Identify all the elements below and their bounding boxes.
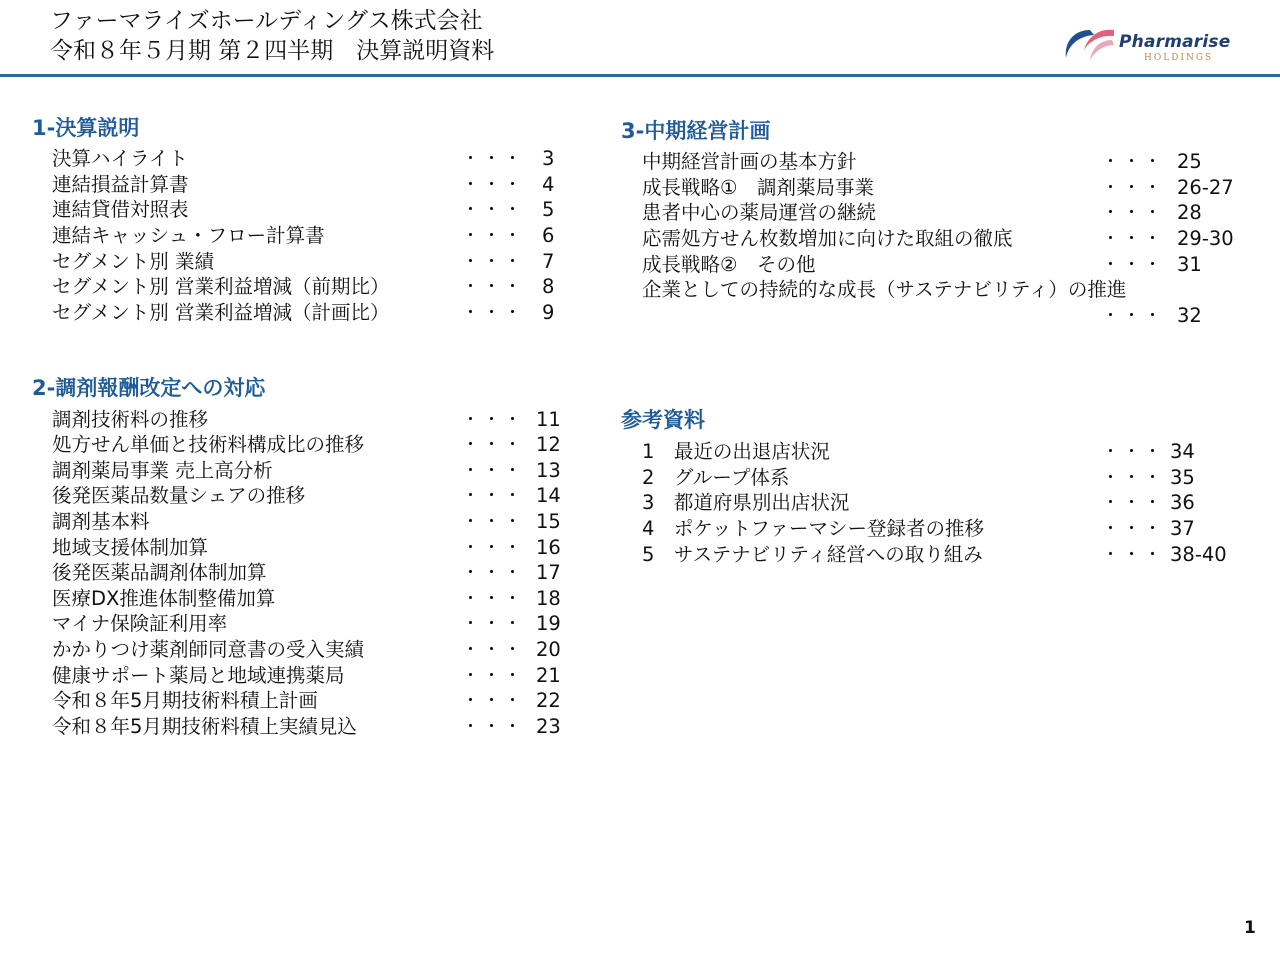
- toc-leader-dots: ・・・: [462, 252, 525, 272]
- toc-item-label[interactable]: 企業としての持続的な成長（サステナビリティ）の推進: [642, 278, 1127, 301]
- toc-leader-dots: ・・・: [1102, 545, 1165, 565]
- toc-leader-dots: ・・・: [462, 538, 525, 558]
- toc-leader-dots: ・・・: [1102, 519, 1165, 539]
- toc-leader-dots: ・・・: [462, 277, 525, 297]
- company-name: ファーマライズホールディングス株式会社: [50, 8, 483, 34]
- toc-item-page: 11: [536, 408, 561, 431]
- toc-item-label[interactable]: 成長戦略① 調剤薬局事業: [642, 176, 874, 199]
- toc-item-label[interactable]: 後発医薬品調剤体制加算: [52, 561, 267, 584]
- toc-leader-dots: ・・・: [1102, 468, 1165, 488]
- toc-leader-dots: ・・・: [462, 435, 525, 455]
- toc-item-label[interactable]: 5 サステナビリティ経営への取り組み: [642, 543, 983, 566]
- toc-item-page: 12: [536, 433, 561, 456]
- toc-leader-dots: ・・・: [1102, 152, 1165, 172]
- section-title-settlement: 1-決算説明: [32, 116, 140, 140]
- logo-subtext: HOLDINGS: [1144, 53, 1214, 63]
- toc-item-label[interactable]: 4 ポケットファーマシー登録者の推移: [642, 517, 984, 540]
- toc-item-label[interactable]: 決算ハイライト: [52, 147, 188, 170]
- toc-item-page: 15: [536, 510, 561, 533]
- toc-item-page: 31: [1177, 253, 1202, 276]
- toc-leader-dots: ・・・: [462, 303, 525, 323]
- toc-leader-dots: ・・・: [1102, 229, 1165, 249]
- toc-item-label[interactable]: 連結貸借対照表: [52, 198, 189, 221]
- toc-item-page: 19: [536, 612, 561, 635]
- toc-item-page: 6: [542, 224, 555, 247]
- section-title-reference: 参考資料: [621, 408, 705, 432]
- toc-item-label[interactable]: 調剤基本料: [52, 510, 150, 533]
- toc-item-label[interactable]: 1 最近の出退店状況: [642, 440, 830, 463]
- logo-wordmark: Pharmarise: [1119, 32, 1231, 52]
- toc-item-page: 16: [536, 536, 561, 559]
- toc-item-page: 3: [542, 147, 555, 170]
- toc-item-label[interactable]: 地域支援体制加算: [52, 536, 209, 559]
- toc-item-page: 4: [542, 173, 555, 196]
- toc-leader-dots: ・・・: [462, 563, 525, 583]
- toc-item-page: 26-27: [1177, 176, 1234, 199]
- toc-item-page: 35: [1170, 466, 1195, 489]
- toc-item-label[interactable]: セグメント別 業績: [52, 250, 215, 273]
- toc-item-page: 38-40: [1170, 543, 1227, 566]
- toc-leader-dots: ・・・: [462, 410, 525, 430]
- toc-leader-dots: ・・・: [462, 486, 525, 506]
- toc-leader-dots: ・・・: [1102, 306, 1165, 326]
- toc-item-page: 21: [536, 664, 561, 687]
- document-title: 令和８年５月期 第２四半期 決算説明資料: [50, 38, 495, 64]
- toc-item-label[interactable]: セグメント別 営業利益増減（計画比）: [52, 301, 390, 324]
- toc-item-label[interactable]: マイナ保険証利用率: [52, 612, 228, 635]
- toc-item-page: 8: [542, 275, 555, 298]
- toc-item-label[interactable]: 3 都道府県別出店状況: [642, 491, 850, 514]
- toc-item-page: 14: [536, 484, 561, 507]
- toc-item-label[interactable]: 患者中心の薬局運営の継続: [642, 201, 877, 224]
- toc-item-label[interactable]: 後発医薬品数量シェアの推移: [52, 484, 306, 507]
- slide-page-number: 1: [1244, 918, 1256, 938]
- toc-leader-dots: ・・・: [462, 226, 525, 246]
- toc-leader-dots: ・・・: [462, 512, 525, 532]
- toc-item-page: 36: [1170, 491, 1195, 514]
- toc-item-label[interactable]: 医療DX推進体制整備加算: [52, 587, 276, 610]
- toc-item-label[interactable]: 令和８年5月期技術料積上実績見込: [52, 715, 357, 738]
- toc-item-label[interactable]: 連結損益計算書: [52, 173, 189, 196]
- toc-item-page: 28: [1177, 201, 1202, 224]
- logo-swoosh-icon: [1060, 24, 1116, 70]
- toc-item-label[interactable]: 中期経営計画の基本方針: [642, 150, 857, 173]
- toc-item-label[interactable]: 処方せん単価と技術料構成比の推移: [52, 433, 365, 456]
- toc-item-page: 23: [536, 715, 561, 738]
- toc-item-page: 5: [542, 198, 555, 221]
- toc-item-page: 17: [536, 561, 561, 584]
- toc-item-page: 25: [1177, 150, 1202, 173]
- toc-leader-dots: ・・・: [462, 666, 525, 686]
- toc-item-page: 9: [542, 301, 555, 324]
- toc-item-page: 32: [1177, 304, 1202, 327]
- toc-leader-dots: ・・・: [1102, 255, 1165, 275]
- toc-item-label[interactable]: 連結キャッシュ・フロー計算書: [52, 224, 325, 247]
- toc-item-page: 34: [1170, 440, 1195, 463]
- toc-item-page: 22: [536, 689, 561, 712]
- toc-item-label[interactable]: 応需処方せん枚数増加に向けた取組の徹底: [642, 227, 1013, 250]
- toc-item-page: 18: [536, 587, 561, 610]
- section-title-midterm-plan: 3-中期経営計画: [621, 119, 771, 143]
- toc-leader-dots: ・・・: [462, 149, 525, 169]
- header-divider: [0, 74, 1280, 77]
- toc-leader-dots: ・・・: [1102, 178, 1165, 198]
- toc-item-label[interactable]: 成長戦略② その他: [642, 253, 816, 276]
- toc-leader-dots: ・・・: [462, 614, 525, 634]
- toc-item-label[interactable]: 調剤薬局事業 売上高分析: [52, 459, 273, 482]
- toc-item-page: 7: [542, 250, 555, 273]
- toc-item-page: 13: [536, 459, 561, 482]
- toc-item-page: 37: [1170, 517, 1195, 540]
- toc-item-page: 20: [536, 638, 561, 661]
- toc-item-label[interactable]: 調剤技術料の推移: [52, 408, 209, 431]
- toc-leader-dots: ・・・: [462, 691, 525, 711]
- toc-leader-dots: ・・・: [462, 589, 525, 609]
- toc-item-label[interactable]: 2 グループ体系: [642, 466, 790, 489]
- toc-leader-dots: ・・・: [1102, 493, 1165, 513]
- toc-item-label[interactable]: 令和８年5月期技術料積上計画: [52, 689, 318, 712]
- toc-leader-dots: ・・・: [462, 200, 525, 220]
- toc-item-label[interactable]: 健康サポート薬局と地域連携薬局: [52, 664, 345, 687]
- toc-item-page: 29-30: [1177, 227, 1234, 250]
- toc-leader-dots: ・・・: [462, 175, 525, 195]
- toc-item-label[interactable]: かかりつけ薬剤師同意書の受入実績: [52, 638, 365, 661]
- toc-item-label[interactable]: セグメント別 営業利益増減（前期比）: [52, 275, 390, 298]
- toc-leader-dots: ・・・: [1102, 442, 1165, 462]
- toc-leader-dots: ・・・: [462, 461, 525, 481]
- toc-leader-dots: ・・・: [1102, 203, 1165, 223]
- toc-leader-dots: ・・・: [462, 640, 525, 660]
- company-logo: [1060, 24, 1240, 70]
- section-title-revision: 2-調剤報酬改定への対応: [32, 376, 266, 400]
- toc-leader-dots: ・・・: [462, 717, 525, 737]
